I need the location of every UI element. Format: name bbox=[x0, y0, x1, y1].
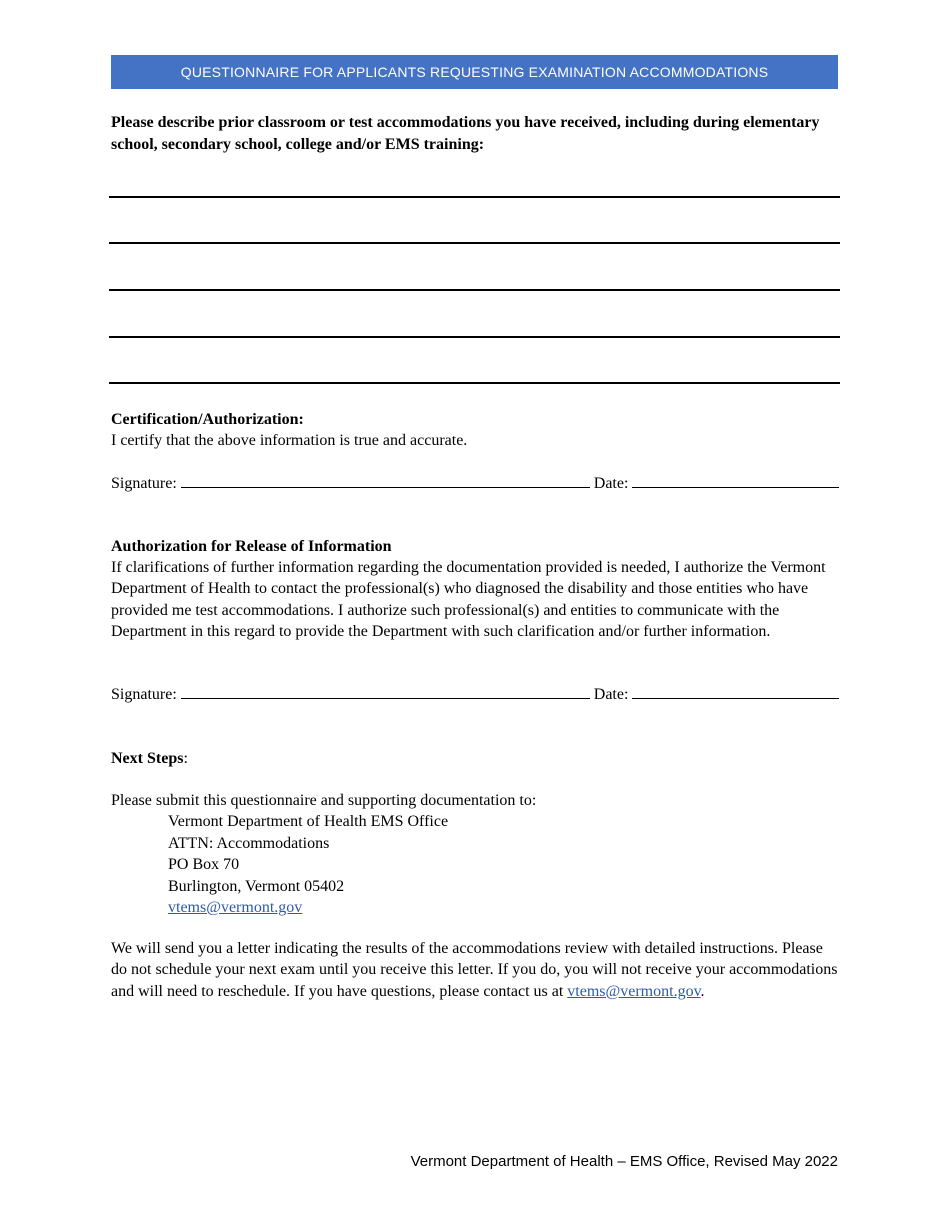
date-label: Date: bbox=[593, 475, 629, 492]
mailing-address bbox=[111, 811, 448, 919]
address-line: ATTN: Accommodations bbox=[168, 834, 330, 852]
signature-label: Signature: bbox=[111, 686, 177, 703]
release-signature-row bbox=[111, 684, 839, 705]
certification-date-field[interactable] bbox=[632, 473, 839, 488]
certification-signature-field[interactable] bbox=[181, 473, 590, 488]
date-label: Date: bbox=[593, 686, 629, 703]
form-title: QUESTIONNAIRE FOR APPLICANTS REQUESTING EXAMINATION ACCOMMODATIONS bbox=[180, 64, 769, 80]
certification-heading: Certification/Authorization: bbox=[111, 411, 304, 428]
release-date-field[interactable] bbox=[632, 684, 839, 699]
answer-line-1[interactable] bbox=[109, 196, 840, 198]
answer-line-2[interactable] bbox=[109, 242, 840, 244]
answer-line-4[interactable] bbox=[109, 336, 840, 338]
email-link[interactable]: vtems@vermont.gov bbox=[168, 899, 303, 916]
address-line: Burlington, Vermont 05402 bbox=[168, 877, 345, 895]
signature-label: Signature: bbox=[111, 475, 177, 492]
certification-statement: I certify that the above information is true and accurate. bbox=[111, 432, 468, 449]
page-footer: Vermont Department of Health – EMS Office, Revised May 2022 bbox=[410, 1153, 838, 1170]
accommodations-question-prompt: Please describe prior classroom or test accommodations you have received, including during elementary school, secondary school, college and/or EMS training: bbox=[111, 114, 820, 153]
answer-line-5[interactable] bbox=[109, 382, 840, 384]
release-signature-field[interactable] bbox=[181, 684, 590, 699]
form-title-banner bbox=[111, 55, 838, 89]
release-body: If clarifications of further information regarding the documentation provided is needed, I authorize the Vermont Department of Health to contact the professional(s) who diagnosed the disability and those entities who have provided me test accommodations. I authorize such professional(s) and entities to communicate with the Department in this regard to provide the Department with such clarification and/or further information. bbox=[111, 559, 826, 641]
certification-signature-row bbox=[111, 473, 839, 494]
next-steps-heading: Next Steps: bbox=[111, 750, 188, 767]
address-line: Vermont Department of Health EMS Office bbox=[168, 813, 449, 830]
release-heading: Authorization for Release of Information bbox=[111, 538, 392, 555]
address-line: PO Box 70 bbox=[168, 856, 240, 873]
submission-intro: Please submit this questionnaire and supporting documentation to: bbox=[111, 792, 537, 809]
contact-email-link[interactable]: vtems@vermont.gov bbox=[567, 982, 701, 1000]
closing-text: We will send you a letter indicating the results of the accommodations review with detailed instructions. Please do not schedule your next exam until you receive this letter. If you do, you will not receive your accommodations and will need to reschedule. If you have questions, please contact us at bbox=[111, 940, 838, 1000]
answer-line-3[interactable] bbox=[109, 289, 840, 291]
closing-paragraph: We will send you a letter indicating the results of the accommodations review with detailed instructions. Please do not schedule your next exam until you receive this letter. If you do, you will not receive your accommodations and will need to reschedule. If you have questions, please contact us at vtems@vermont.gov. bbox=[111, 940, 838, 1000]
